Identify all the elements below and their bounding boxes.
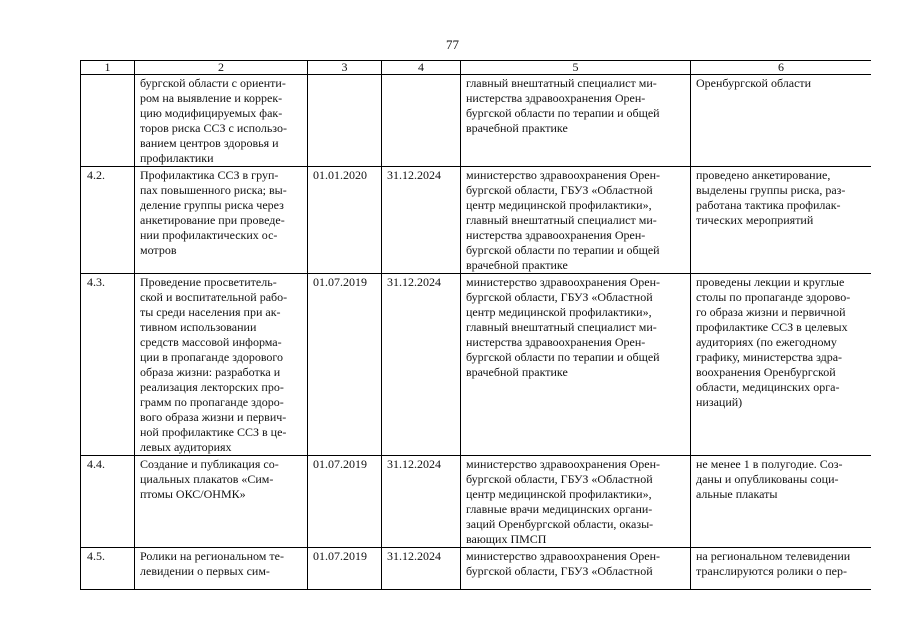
activity-cell: Профилактика ССЗ в груп- пах повышенного риска; вы- деление группы риска через анкетирование при проведе- нии профилактических ос- мотров <box>135 167 308 274</box>
row-number: 4.3. <box>81 274 135 456</box>
table-row <box>81 456 872 548</box>
end-date-cell: 31.12.2024 <box>382 548 461 590</box>
column-header: 2 <box>135 61 308 75</box>
end-date-cell: 31.12.2024 <box>382 167 461 274</box>
table-row <box>81 274 872 456</box>
column-header: 3 <box>308 61 382 75</box>
result-cell: проведено анкетирование, выделены группы риска, раз- работана тактика профилак- тических мероприятий <box>691 167 872 274</box>
table-row <box>81 167 872 274</box>
activity-cell: Проведение просветитель- ской и воспитательной рабо- ты среди населения при ак- тивном использовании средств массовой информа- ции в пропаганде здорового образа жизни: разработка и реализация лекторских про- грамм по пропаганде здоро- вого образа жизни и первич- ной профилактике ССЗ в це- левых аудиториях <box>135 274 308 456</box>
responsible-cell: главный внештатный специалист ми- нистерства здравоохранения Орен- бургской области по терапии и общей врачебной практике <box>461 75 691 167</box>
activity-cell: Ролики на региональном те- левидении о первых сим- <box>135 548 308 590</box>
responsible-cell: министерство здравоохранения Орен- бургской области, ГБУЗ «Областной центр медицинской профилактики», главные врачи медицинских органи- заций Оренбургской области, оказы- вающих ПМСП <box>461 456 691 548</box>
plan-table <box>80 60 871 590</box>
row-number: 4.5. <box>81 548 135 590</box>
start-date-cell: 01.07.2019 <box>308 548 382 590</box>
table-row <box>81 548 872 590</box>
start-date-cell: 01.07.2019 <box>308 456 382 548</box>
column-header: 1 <box>81 61 135 75</box>
result-cell: не менее 1 в полугодие. Соз- даны и опубликованы соци- альные плакаты <box>691 456 872 548</box>
end-date-cell: 31.12.2024 <box>382 456 461 548</box>
activity-cell: бургской области с ориенти- ром на выявление и коррек- цию модифицируемых фак- торов риска ССЗ с использо- ванием центров здоровья и профилактики <box>135 75 308 167</box>
end-date-cell: 31.12.2024 <box>382 274 461 456</box>
activity-cell: Создание и публикация со- циальных плакатов «Сим- птомы ОКС/ОНМК» <box>135 456 308 548</box>
responsible-cell: министерство здравоохранения Орен- бургской области, ГБУЗ «Областной центр медицинской профилактики», главный внештатный специалист ми- нистерства здравоохранения Орен- бургской области по терапии и общей врачебной практике <box>461 274 691 456</box>
table-header-row <box>81 61 872 75</box>
result-cell: Оренбургской области <box>691 75 872 167</box>
table-row <box>81 75 872 167</box>
page-number: 77 <box>446 37 459 52</box>
start-date-cell: 01.01.2020 <box>308 167 382 274</box>
row-number: 4.2. <box>81 167 135 274</box>
column-header: 5 <box>461 61 691 75</box>
row-number: 4.4. <box>81 456 135 548</box>
end-date-cell <box>382 75 461 167</box>
result-cell: проведены лекции и круглые столы по пропаганде здорово- го образа жизни и первичной профилактике ССЗ в целевых аудиториях (по ежегодному графику, министерства здра- воохранения Оренбургской области, медицинских орга- низаций) <box>691 274 872 456</box>
column-header: 6 <box>691 61 872 75</box>
start-date-cell <box>308 75 382 167</box>
document-table-container <box>80 60 871 640</box>
start-date-cell: 01.07.2019 <box>308 274 382 456</box>
column-header: 4 <box>382 61 461 75</box>
row-number <box>81 75 135 167</box>
responsible-cell: министерство здравоохранения Орен- бургской области, ГБУЗ «Областной <box>461 548 691 590</box>
result-cell: на региональном телевидении транслируются ролики о пер- <box>691 548 872 590</box>
responsible-cell: министерство здравоохранения Орен- бургской области, ГБУЗ «Областной центр медицинской профилактики», главный внештатный специалист ми- нистерства здравоохранения Орен- бургской области по терапии и общей врачебной практике <box>461 167 691 274</box>
